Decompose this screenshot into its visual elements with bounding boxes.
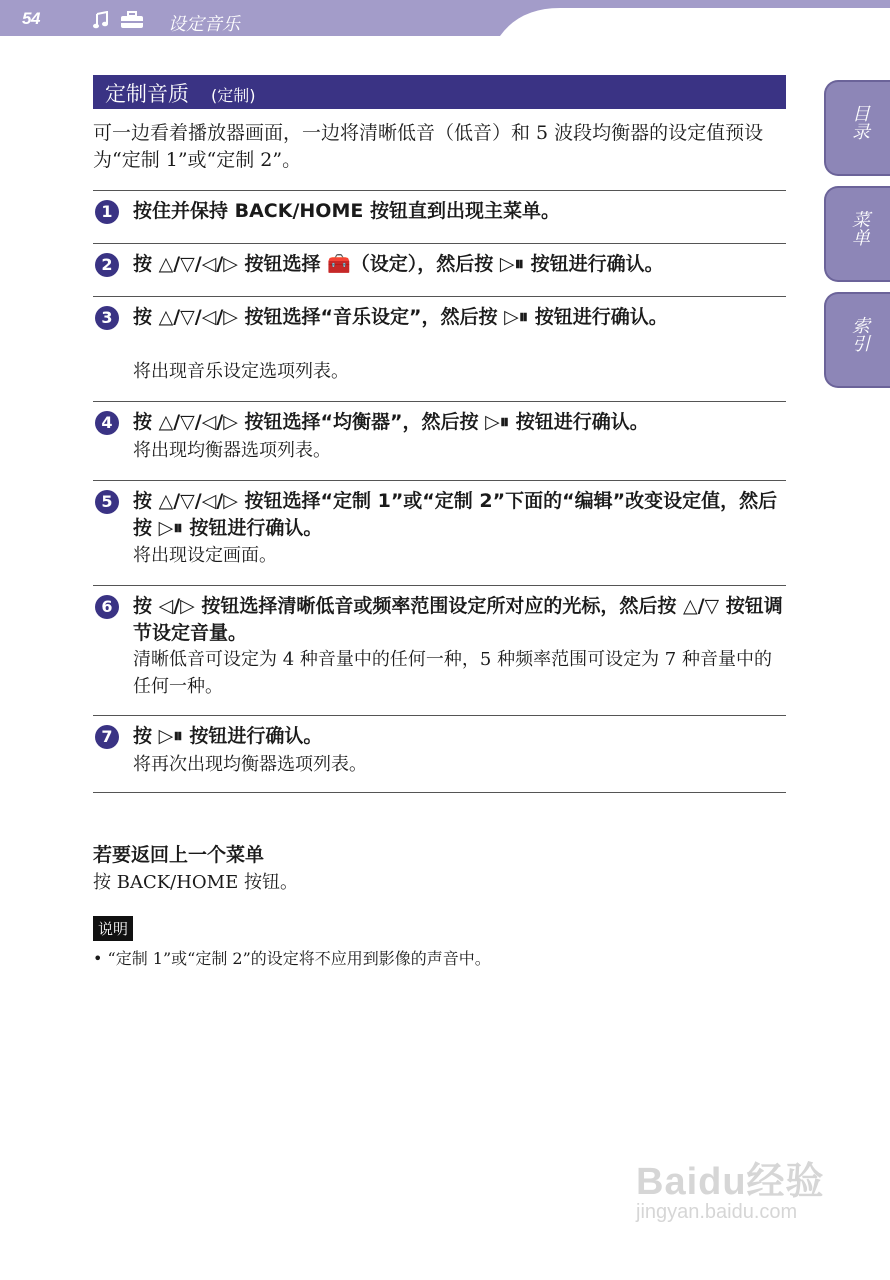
tab-contents[interactable] [824, 80, 890, 176]
step-instruction: 按 △/▽/◁/▷ 按钮选择“定制 1”或“定制 2”下面的“编辑”改变设定值，然后按 ▷⏸ 按钮进行确认。 [133, 490, 778, 539]
step-result: 清晰低音可设定为 4 种音量中的任何一种，5 种频率范围可设定为 7 种音量中的任何一种。 [133, 649, 772, 697]
tab-label: 目录 [849, 104, 870, 140]
section-title-bar [93, 75, 786, 109]
step-result: 将出现音乐设定选项列表。 [133, 361, 349, 382]
step-instruction: 按 △/▽/◁/▷ 按钮选择 🧰（设定），然后按 ▷⏸ 按钮进行确认。 [133, 253, 664, 275]
step-instruction: 按 ◁/▷ 按钮选择清晰低音或频率范围设定所对应的光标，然后按 △/▽ 按钮调节设定音量。 [133, 595, 783, 644]
return-section-text: 按 BACK/HOME 按钮。 [93, 872, 298, 893]
tab-menu[interactable] [824, 186, 890, 282]
step-result: 将出现设定画面。 [133, 545, 277, 566]
section-subtitle: (定制) [211, 86, 256, 105]
step-number: 1 [95, 200, 119, 224]
divider [93, 715, 786, 716]
toolbox-settings-icon [120, 11, 144, 29]
step-number: 3 [95, 306, 119, 330]
divider [93, 190, 786, 191]
divider [93, 480, 786, 481]
watermark [636, 1150, 825, 1224]
divider [93, 792, 786, 793]
divider [93, 585, 786, 586]
divider [93, 401, 786, 402]
tab-label: 菜单 [849, 210, 870, 246]
step-number: 5 [95, 490, 119, 514]
note-item [93, 946, 491, 969]
intro-paragraph: 可一边看着播放器画面，一边将清晰低音（低音）和 5 波段均衡器的设定值预设为“定制 1”或“定制 2”。 [93, 122, 764, 171]
step-number: 6 [95, 595, 119, 619]
page-number: 54 [22, 9, 40, 28]
note-label: 说明 [93, 916, 133, 941]
step-number: 4 [95, 411, 119, 435]
bullet-icon: • [93, 949, 103, 968]
return-section-title: 若要返回上一个菜单 [93, 844, 265, 866]
step-result: 将出现均衡器选项列表。 [133, 440, 331, 461]
section-title: 定制音质 [105, 82, 189, 106]
page-header [0, 0, 890, 36]
step-result: 将再次出现均衡器选项列表。 [133, 754, 367, 775]
divider [93, 296, 786, 297]
note-text: “定制 1”或“定制 2”的设定将不应用到影像的声音中。 [107, 949, 491, 968]
watermark-brand: Baidu经验 [636, 1161, 825, 1203]
tab-label: 索引 [849, 316, 870, 352]
step-instruction: 按 △/▽/◁/▷ 按钮选择“均衡器”，然后按 ▷⏸ 按钮进行确认。 [133, 411, 649, 433]
step-instruction: 按 ▷⏸ 按钮进行确认。 [133, 725, 323, 747]
watermark-url: jingyan.baidu.com [636, 1201, 798, 1223]
tab-index[interactable] [824, 292, 890, 388]
step-instruction: 按 △/▽/◁/▷ 按钮选择“音乐设定”，然后按 ▷⏸ 按钮进行确认。 [133, 306, 668, 328]
header-title: 设定音乐 [168, 14, 240, 35]
step-instruction: 按住并保持 BACK/HOME 按钮直到出现主菜单。 [133, 200, 560, 222]
music-note-icon [92, 11, 110, 29]
divider [93, 243, 786, 244]
step-number: 7 [95, 725, 119, 749]
step-number: 2 [95, 253, 119, 277]
